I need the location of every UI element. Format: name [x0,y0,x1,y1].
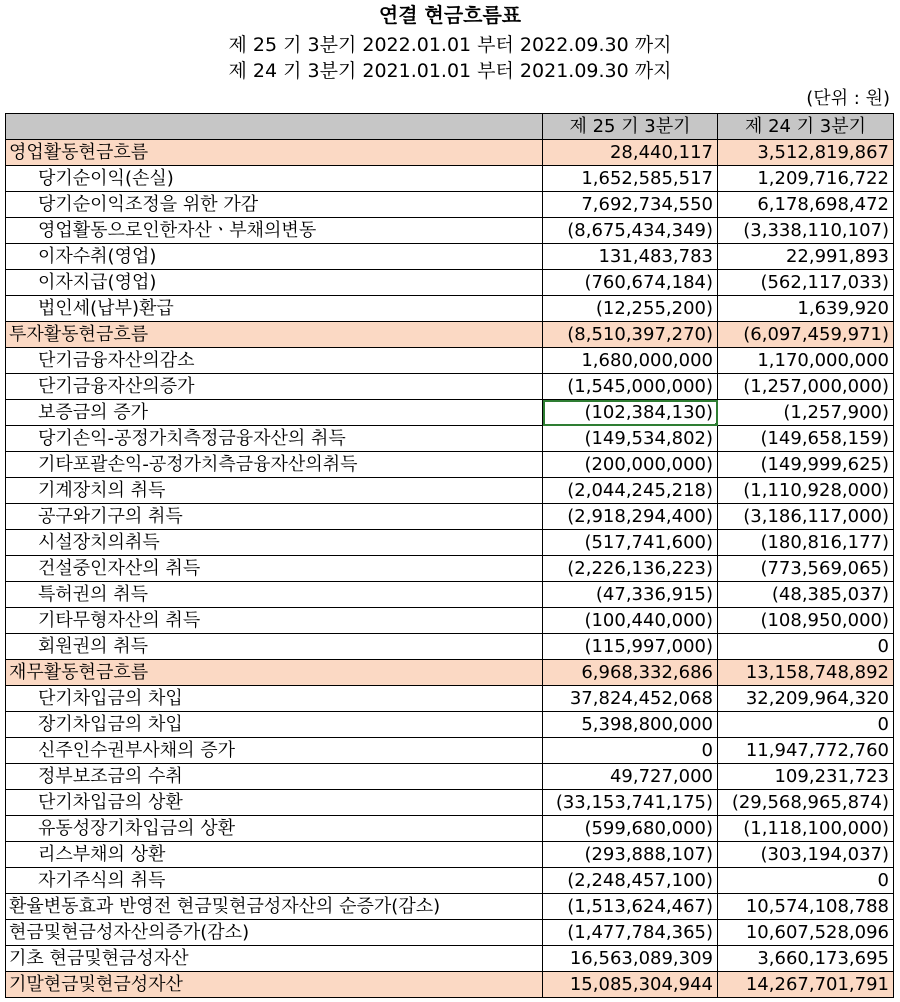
current-period-value[interactable]: 7,692,734,550 [543,192,718,218]
table-header-row [6,114,894,140]
current-period-value[interactable]: (2,918,294,400) [543,504,718,530]
prior-period-value[interactable]: 0 [718,634,894,660]
current-period-value[interactable]: (149,534,802) [543,426,718,452]
row-label-cell[interactable]: 기타무형자산의 취득 [6,608,543,634]
prior-period-value[interactable]: (1,110,928,000) [718,478,894,504]
current-period-value[interactable]: (2,226,136,223) [543,556,718,582]
prior-period-value[interactable]: 32,209,964,320 [718,686,894,712]
prior-period-value[interactable]: 10,574,108,788 [718,894,894,920]
current-period-value[interactable]: 49,727,000 [543,764,718,790]
table-row [6,608,894,634]
table-row [6,348,894,374]
table-row [6,738,894,764]
prior-period-value[interactable]: (1,257,000,000) [718,374,894,400]
prior-period-value[interactable]: 1,170,000,000 [718,348,894,374]
prior-period-value[interactable]: 22,991,893 [718,244,894,270]
row-label-cell[interactable]: 회원권의 취득 [6,634,543,660]
table-row [6,192,894,218]
row-label-cell[interactable]: 단기금융자산의증가 [6,374,543,400]
row-label-cell[interactable]: 건설중인자산의 취득 [6,556,543,582]
prior-period-value[interactable]: (108,950,000) [718,608,894,634]
table-row [6,478,894,504]
header-prior-period[interactable]: 제 24 기 3분기 [718,114,894,140]
row-label-cell[interactable]: 이자지급(영업) [6,270,543,296]
prior-period-value[interactable]: (562,117,033) [718,270,894,296]
header-current-period[interactable]: 제 25 기 3분기 [543,114,718,140]
table-row [6,296,894,322]
prior-period-value[interactable]: (6,097,459,971) [718,322,894,348]
prior-period-value[interactable]: 13,158,748,892 [718,660,894,686]
row-label-cell[interactable]: 당기순이익조정을 위한 가감 [6,192,543,218]
row-label-cell[interactable]: 이자수취(영업) [6,244,543,270]
table-row [6,374,894,400]
table-row [6,166,894,192]
current-period-value[interactable]: 16,563,089,309 [543,946,718,972]
table-row [6,426,894,452]
current-period-value[interactable]: (293,888,107) [543,842,718,868]
row-label-cell[interactable]: 신주인수권부사채의 증가 [6,738,543,764]
current-period-value[interactable]: (8,675,434,349) [543,218,718,244]
current-period-value[interactable]: 131,483,783 [543,244,718,270]
current-period-value[interactable]: 28,440,117 [543,140,718,166]
current-period-value[interactable]: (1,545,000,000) [543,374,718,400]
current-period-value[interactable]: (2,044,245,218) [543,478,718,504]
section-row [6,972,894,998]
table-row [6,842,894,868]
current-period-value[interactable]: 15,085,304,944 [543,972,718,998]
row-label-cell[interactable]: 영업활동으로인한자산ㆍ부채의변동 [6,218,543,244]
prior-period-value[interactable]: 3,660,173,695 [718,946,894,972]
current-period-value[interactable]: (12,255,200) [543,296,718,322]
cash-flow-table [5,113,894,998]
row-label-cell[interactable]: 기타포괄손익-공정가치측금융자산의취득 [6,452,543,478]
table-row [6,218,894,244]
row-label-cell[interactable]: 당기손익-공정가치측정금융자산의 취득 [6,426,543,452]
prior-period-value[interactable]: (149,658,159) [718,426,894,452]
row-label-cell[interactable]: 투자활동현금흐름 [6,322,543,348]
prior-period-value[interactable]: 109,231,723 [718,764,894,790]
prior-period-value[interactable]: (149,999,625) [718,452,894,478]
row-label-cell[interactable]: 현금및현금성자산의증가(감소) [6,920,543,946]
total-row [6,946,894,972]
current-period-value[interactable]: (33,153,741,175) [543,790,718,816]
current-period-value[interactable]: 37,824,452,068 [543,686,718,712]
current-period-value[interactable]: 6,968,332,686 [543,660,718,686]
row-label-cell[interactable]: 환율변동효과 반영전 현금및현금성자산의 순증가(감소) [6,894,543,920]
current-period-value[interactable]: (200,000,000) [543,452,718,478]
prior-period-value[interactable]: 1,639,920 [718,296,894,322]
prior-period-value[interactable]: 0 [718,712,894,738]
prior-period-value[interactable]: 1,209,716,722 [718,166,894,192]
row-label-cell[interactable]: 자기주식의 취득 [6,868,543,894]
row-label-cell[interactable]: 기초 현금및현금성자산 [6,946,543,972]
row-label-cell[interactable]: 정부보조금의 수취 [6,764,543,790]
row-label-cell[interactable]: 공구와기구의 취득 [6,504,543,530]
current-period-value[interactable]: (100,440,000) [543,608,718,634]
prior-period-value[interactable]: (29,568,965,874) [718,790,894,816]
table-row [6,790,894,816]
prior-period-value[interactable]: (3,338,110,107) [718,218,894,244]
table-row [6,556,894,582]
row-label-cell[interactable]: 영업활동현금흐름 [6,140,543,166]
row-label-cell[interactable]: 당기순이익(손실) [6,166,543,192]
table-row [6,504,894,530]
row-label-cell[interactable]: 유동성장기차입금의 상환 [6,816,543,842]
prior-period-value[interactable]: 10,607,528,096 [718,920,894,946]
current-period-value[interactable]: (1,513,624,467) [543,894,718,920]
row-label-cell[interactable]: 시설장치의취득 [6,530,543,556]
prior-period-value[interactable]: 0 [718,868,894,894]
selected-cell[interactable]: (102,384,130) [543,400,718,426]
prior-period-value[interactable]: (1,118,100,000) [718,816,894,842]
current-period-value[interactable]: (115,997,000) [543,634,718,660]
table-row [6,452,894,478]
table-row [6,270,894,296]
current-period-value[interactable]: (2,248,457,100) [543,868,718,894]
section-row [6,322,894,348]
table-row [6,530,894,556]
row-label-cell[interactable]: 재무활동현금흐름 [6,660,543,686]
current-period-value[interactable]: (599,680,000) [543,816,718,842]
table-row [6,712,894,738]
row-label-cell[interactable]: 보증금의 증가 [6,400,543,426]
current-period-value[interactable]: (47,336,915) [543,582,718,608]
prior-period-value[interactable]: (303,194,037) [718,842,894,868]
row-label-cell[interactable]: 특허권의 취득 [6,582,543,608]
row-label-cell[interactable]: 리스부채의 상환 [6,842,543,868]
current-period-value[interactable]: (517,741,600) [543,530,718,556]
statement-title: 연결 현금흐름표 [378,3,522,27]
current-period-value[interactable]: (8,510,397,270) [543,322,718,348]
current-period-value[interactable]: 1,652,585,517 [543,166,718,192]
total-row [6,894,894,920]
prior-period-value[interactable]: (48,385,037) [718,582,894,608]
period-prior: 제 24 기 3분기 2021.01.01 부터 2021.09.30 까지 [228,60,672,82]
unit-label: (단위 : 원) [806,88,890,109]
prior-period-value[interactable]: 3,512,819,867 [718,140,894,166]
row-label-cell[interactable]: 단기차입금의 차입 [6,686,543,712]
table-row [6,764,894,790]
table-row [6,816,894,842]
period-current: 제 25 기 3분기 2022.01.01 부터 2022.09.30 까지 [228,34,672,56]
prior-period-value[interactable]: (1,257,900) [718,400,894,426]
prior-period-value[interactable]: 6,178,698,472 [718,192,894,218]
row-label-cell[interactable]: 기계장치의 취득 [6,478,543,504]
current-period-value[interactable]: 0 [543,738,718,764]
row-label-cell[interactable]: 장기차입금의 차입 [6,712,543,738]
table-row [6,634,894,660]
row-label-cell[interactable]: 단기차입금의 상환 [6,790,543,816]
row-label-cell[interactable]: 기말현금및현금성자산 [6,972,543,998]
current-period-value[interactable]: 1,680,000,000 [543,348,718,374]
table-row [6,244,894,270]
table-row [6,582,894,608]
row-label-cell[interactable]: 법인세(납부)환급 [6,296,543,322]
total-row [6,920,894,946]
current-period-value[interactable]: 5,398,800,000 [543,712,718,738]
row-label-cell[interactable]: 단기금융자산의감소 [6,348,543,374]
prior-period-value[interactable]: (3,186,117,000) [718,504,894,530]
table-row [6,868,894,894]
header-blank-cell[interactable] [6,114,543,140]
section-row [6,660,894,686]
current-period-value[interactable]: (760,674,184) [543,270,718,296]
prior-period-value[interactable]: (773,569,065) [718,556,894,582]
table-row [6,400,894,426]
prior-period-value[interactable]: (180,816,177) [718,530,894,556]
current-period-value[interactable]: (1,477,784,365) [543,920,718,946]
prior-period-value[interactable]: 11,947,772,760 [718,738,894,764]
section-row [6,140,894,166]
table-row [6,686,894,712]
prior-period-value[interactable]: 14,267,701,791 [718,972,894,998]
